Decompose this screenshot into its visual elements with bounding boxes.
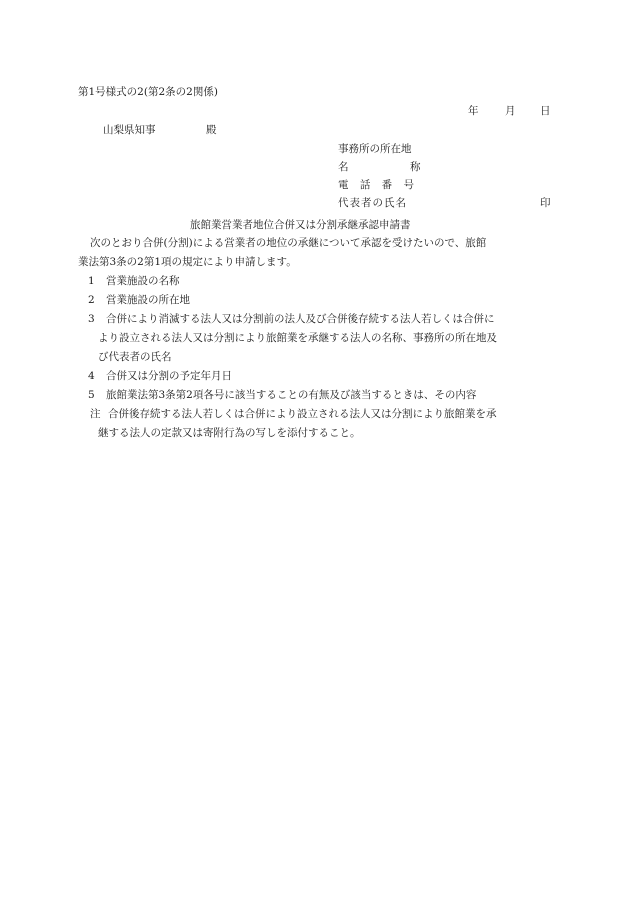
- item-text: 営業施設の所在地: [106, 294, 190, 306]
- item-text: び代表者の氏名: [98, 351, 172, 363]
- addressee-name: 山梨県知事: [103, 124, 156, 136]
- applicant-rep-label: 代表者の氏名: [338, 197, 407, 209]
- applicant-name-label-2: 称: [410, 161, 421, 173]
- item-text: 営業施設の名称: [106, 275, 180, 287]
- applicant-name-label-1: 名: [338, 161, 349, 173]
- applicant-address-label: 事務所の所在地: [338, 143, 412, 155]
- date-day: 日: [540, 105, 551, 117]
- item-number: 4: [88, 370, 95, 382]
- item-text: より設立される法人又は分割により旅館業を承継する法人の名称、事務所の所在地及: [98, 332, 497, 344]
- note-text: 継する法人の定款又は寄附行為の写しを添付すること。: [98, 427, 361, 439]
- intro-line: 次のとおり合併(分割)による営業者の地位の承継について承認を受けたいので、旅館: [90, 237, 487, 249]
- applicant-block: [338, 144, 553, 216]
- note-label: 注: [90, 408, 101, 420]
- date-year: 年: [468, 105, 479, 117]
- seal-mark: 印: [540, 197, 551, 209]
- document-title: 旅館業営業者地位合併又は分割承継承認申請書: [190, 219, 411, 231]
- intro-line: 業法第3条の2第1項の規定により申請します。: [78, 256, 297, 268]
- item-text: 合併又は分割の予定年月日: [106, 370, 232, 382]
- note-text: 合併後存続する法人若しくは合併により設立される法人又は分割により旅館業を承: [108, 408, 497, 420]
- date-month: 月: [505, 105, 516, 117]
- item-number: 3: [88, 313, 95, 325]
- addressee-honorific: 殿: [206, 124, 217, 136]
- item-number: 5: [88, 389, 95, 401]
- item-number: 2: [88, 294, 95, 306]
- form-number: 第1号様式の2(第2条の2関係): [78, 86, 218, 98]
- item-text: 旅館業法第3条第2項各号に該当することの有無及び該当するときは、その内容: [106, 389, 477, 401]
- applicant-phone-label: 電 話 番 号: [338, 179, 419, 191]
- item-number: 1: [88, 275, 95, 287]
- addressee: [103, 124, 217, 136]
- item-text: 合併により消滅する法人又は分割前の法人及び合併後存続する法人若しくは合併に: [106, 313, 495, 325]
